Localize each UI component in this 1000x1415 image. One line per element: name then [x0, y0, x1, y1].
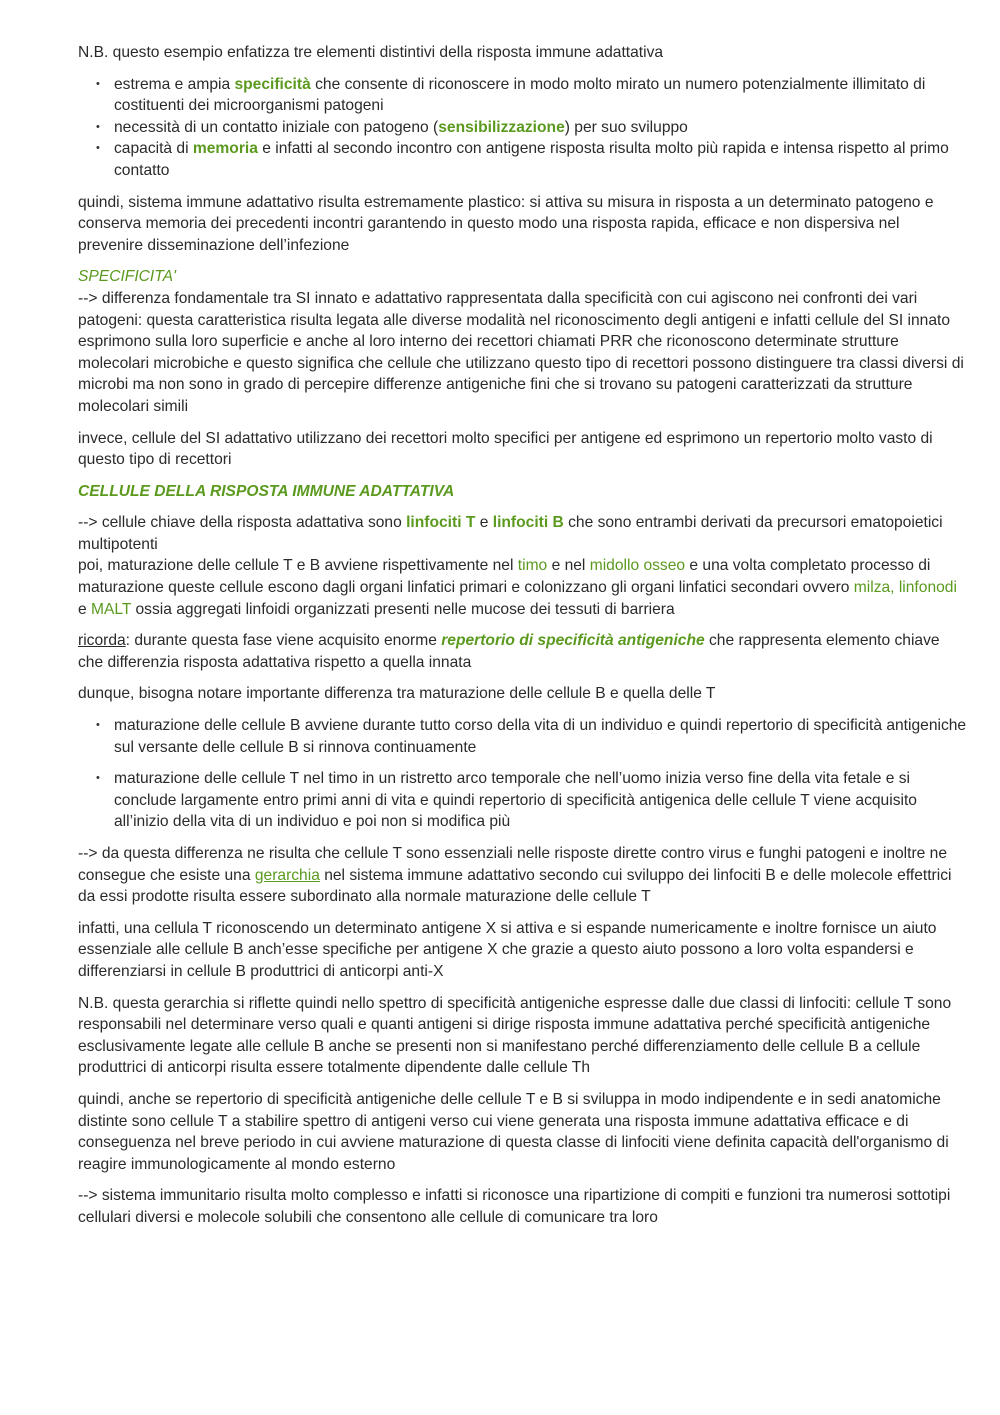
paragraph-key-cells: --> cellule chiave della risposta adattativa sono linfociti T e linfociti B che sono entrambi derivati da precursori ematopoietici multipotenti poi, maturazione delle cellule T e B avviene rispettivamente nel timo e nel midollo osseo e una volta completato processo di maturazione queste cellule escono dagli organi linfatici primari e colonizzano gli organi linfatici secondari ovvero milza, linfonodi e MALT ossia aggregati linfoidi organizzati presenti nelle mucose dei tessuti di barriera	[78, 514, 957, 618]
paragraph-remember: ricorda: durante questa fase viene acquisito enorme repertorio di specificità antigeniche che rappresenta elemento chiave che differenzia risposta adattativa rispetto a quella innata	[78, 632, 940, 671]
keyword-b-lymphocytes: linfociti B	[492, 514, 564, 532]
paragraph-quindi: quindi, anche se repertorio di specificità antigeniche delle cellule T e B si sviluppa in modo indipendente e in sedi anatomiche distinte sono cellule T a stabilire spettro di antigeni verso cui viene generata una risposta immune adattativa efficace e di conseguenza nel breve periodo in cui avviene maturazione di questa classe di linfociti viene definita capacità dell'organismo di reagire immunologicamente al mondo esterno	[78, 1090, 949, 1173]
paragraph-hierarchy: --> da questa differenza ne risulta che cellule T sono essenziali nelle risposte dirette contro virus e funghi patogeni e inoltre ne consegue che esiste una gerarchia nel sistema immune adattativo secondo cui sviluppo dei linfociti B e delle molecole effettrici da essi prodotte risulta essere subordinato alla normale maturazione delle cellule T	[78, 845, 952, 906]
specificity-section	[78, 266, 968, 417]
keyword-sensitization: sensibilizzazione	[438, 118, 565, 136]
bullet-list-maturation	[78, 715, 968, 833]
remember-label: ricorda	[78, 632, 126, 650]
keyword-thymus: timo	[517, 557, 548, 575]
keyword-memory: memoria	[192, 140, 258, 158]
specificity-body: --> differenza fondamentale tra SI innato e adattativo rappresentata dalla specificità con cui agiscono nei confronti dei vari patogeni: questa caratteristica risulta legata alle diverse modalità nel riconoscimento degli antigeni e infatti cellule del SI innato esprimono sulla loro superficie e anche al loro interno dei recettori chiamati PRR che riconoscono determinate strutture molecolari microbiche e questo significa che cellule che utilizzano questo tipo di recettori possono distinguere tra classi diversi di microbi ma non sono in grado di percepire differenze antigeniche fini che si trovano su patogeni caratterizzati da strutture molecolari simili	[78, 289, 964, 415]
keyword-t-lymphocytes: linfociti T	[406, 514, 476, 532]
keyword-specificity: specificità	[234, 75, 311, 93]
list-item: • maturazione delle cellule B avviene durante tutto corso della vita di un individuo e quindi repertorio di specificità antigeniche sul versante delle cellule B si rinnova continuamente	[78, 715, 968, 758]
keyword-spleen-lymph-nodes: milza, linfonodi	[853, 579, 957, 597]
list-item: • maturazione delle cellule T nel timo in un ristretto arco temporale che nell’uomo inizia verso fine della vita fetale e si conclude largamente entro primi anni di vita e quindi repertorio di specificità antigenica delle cellule T viene acquisito all’inizio della vita di un individuo e poi non si modifica più	[78, 768, 968, 833]
paragraph-nb-hierarchy: N.B. questa gerarchia si riflette quindi nello spettro di specificità antigeniche espresse dalle due classi di linfociti: cellule T sono responsabili nel determinare verso quali e quanti antigeni si dirige risposta immune adattativa perché specificità antigeniche esclusivamente legate alle cellule B anche se presenti non si manifestano perché differenziamento delle cellule B a cellule produttrici di anticorpi risulta essere totalmente dipendente dalle cellule Th	[78, 994, 952, 1077]
section-title-specificity: SPECIFICITA'	[78, 268, 176, 286]
document-page	[78, 42, 968, 1239]
intro-paragraph: N.B. questo esempio enfatizza tre elementi distintivi della risposta immune adattativa	[78, 44, 664, 61]
list-item: • estrema e ampia specificità che consente di riconoscere in modo molto mirato un numero potenzialmente illimitato di costituenti dei microorganismi patogeni	[78, 74, 968, 117]
paragraph-difference: dunque, bisogna notare importante differenza tra maturazione delle cellule B e quella delle T	[78, 685, 716, 703]
keyword-repertoire: repertorio di specificità antigeniche	[441, 632, 705, 650]
keyword-hierarchy-link[interactable]: gerarchia	[254, 866, 320, 884]
paragraph-adaptive-receptors: invece, cellule del SI adattativo utilizzano dei recettori molto specifici per antigene ed esprimono un repertorio molto vasto di questo tipo di recettori	[78, 429, 933, 469]
paragraph-plastic: quindi, sistema immune adattativo risulta estremamente plastico: si attiva su misura in risposta a un determinato patogeno e conserva memoria dei precedenti incontri garantendo in questo modo una risposta rapida, efficace e non dispersiva nel prevenire disseminazione dell’infezione	[78, 193, 934, 254]
keyword-bone-marrow: midollo osseo	[589, 557, 686, 575]
keyword-malt: MALT	[91, 600, 132, 618]
paragraph-infatti: infatti, una cellula T riconoscendo un determinato antigene X si attiva e si espande numericamente e inoltre fornisce un aiuto essenziale alle cellule B anch’esse specifiche per antigene X che grazie a questo aiuto possono a loro volta espandersi e differenziarsi in cellule B produttrici di anticorpi anti-X	[78, 919, 937, 980]
section-title-cells: CELLULE DELLA RISPOSTA IMMUNE ADATTATIVA	[78, 482, 455, 500]
paragraph-final: --> sistema immunitario risulta molto complesso e infatti si riconosce una ripartizione di compiti e funzioni tra numerosi sottotipi cellulari diversi e molecole solubili che consentono alle cellule di comunicare tra loro	[78, 1187, 951, 1226]
list-item: • necessità di un contatto iniziale con patogeno (sensibilizzazione) per suo sviluppo	[78, 117, 968, 139]
list-item: • capacità di memoria e infatti al secondo incontro con antigene risposta risulta molto più rapida e intensa rispetto al primo contatto	[78, 138, 968, 181]
bullet-list-features	[78, 74, 968, 182]
